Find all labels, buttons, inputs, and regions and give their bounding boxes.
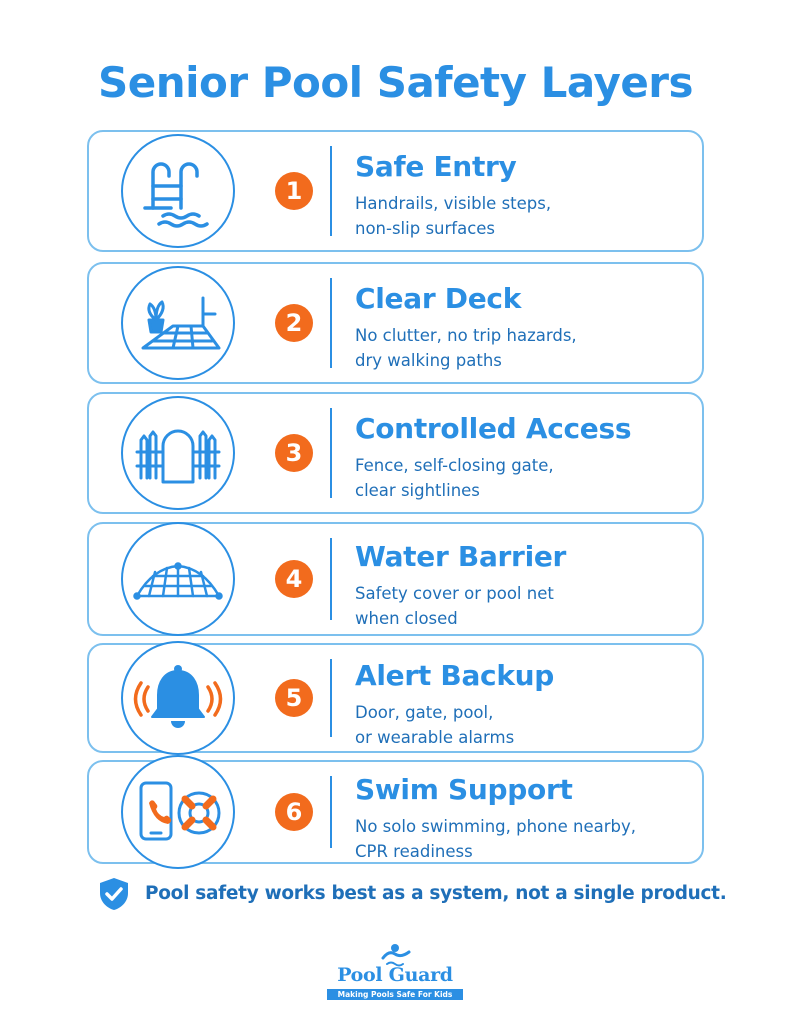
- layer-description: [355, 453, 692, 503]
- layer-text: [355, 150, 692, 241]
- layer-description: [355, 581, 692, 631]
- layer-number-badge: 4: [275, 560, 313, 598]
- layer-description: [355, 323, 692, 373]
- divider: [330, 776, 332, 848]
- divider: [330, 278, 332, 368]
- layer-heading: Swim Support: [355, 773, 573, 806]
- layer-card-clear-deck: [87, 262, 704, 384]
- shield-check-icon: [97, 876, 131, 912]
- layer-description-line: non-slip surfaces: [355, 219, 496, 238]
- layer-description-line: dry walking paths: [355, 351, 502, 370]
- pool-ladder-icon: [121, 134, 235, 248]
- layer-card-controlled-access: [87, 392, 704, 514]
- layer-heading: Clear Deck: [355, 282, 522, 315]
- layer-description: [355, 700, 692, 750]
- layer-description-line: Door, gate, pool,: [355, 703, 494, 722]
- fence-gate-icon: [121, 396, 235, 510]
- pool-guard-logo: [325, 940, 465, 1002]
- layer-number-badge: 6: [275, 793, 313, 831]
- divider: [330, 408, 332, 498]
- layer-heading: Controlled Access: [355, 412, 632, 445]
- logo-brand: Pool Guard: [337, 964, 453, 986]
- layer-number-badge: 3: [275, 434, 313, 472]
- page-title: Senior Pool Safety Layers: [97, 58, 694, 107]
- layer-description-line: No solo swimming, phone nearby,: [355, 817, 636, 836]
- pool-net-icon: [121, 522, 235, 636]
- layer-description: [355, 814, 692, 864]
- layer-card-water-barrier: [87, 522, 704, 636]
- layer-description-line: Handrails, visible steps,: [355, 194, 552, 213]
- layer-heading: Water Barrier: [355, 540, 567, 573]
- deck-path-icon: [121, 266, 235, 380]
- divider: [330, 146, 332, 236]
- phone-lifebuoy-icon: [121, 755, 235, 869]
- footer-text: Pool safety works best as a system, not a single product.: [145, 883, 727, 904]
- layer-description-line: Fence, self-closing gate,: [355, 456, 554, 475]
- layer-card-swim-support: [87, 760, 704, 864]
- layer-text: [355, 282, 692, 373]
- layer-text: [355, 540, 692, 631]
- alarm-bell-icon: [121, 641, 235, 755]
- layer-number-badge: 1: [275, 172, 313, 210]
- layer-description: [355, 191, 692, 241]
- layer-description-line: Safety cover or pool net: [355, 584, 554, 603]
- layer-description-line: No clutter, no trip hazards,: [355, 326, 577, 345]
- layer-description-line: CPR readiness: [355, 842, 473, 861]
- layer-description-line: when closed: [355, 609, 458, 628]
- divider: [330, 538, 332, 620]
- layer-number-badge: 5: [275, 679, 313, 717]
- layer-card-safe-entry: [87, 130, 704, 252]
- layer-number-badge: 2: [275, 304, 313, 342]
- layer-heading: Safe Entry: [355, 150, 517, 183]
- footer-note: [97, 876, 737, 912]
- layer-text: [355, 773, 692, 864]
- layer-heading: Alert Backup: [355, 659, 555, 692]
- layer-text: [355, 412, 692, 503]
- logo-tagline: Making Pools Safe For Kids: [327, 989, 463, 1000]
- layer-description-line: or wearable alarms: [355, 728, 515, 747]
- layer-card-alert-backup: [87, 643, 704, 753]
- layer-description-line: clear sightlines: [355, 481, 480, 500]
- layer-text: [355, 659, 692, 750]
- divider: [330, 659, 332, 737]
